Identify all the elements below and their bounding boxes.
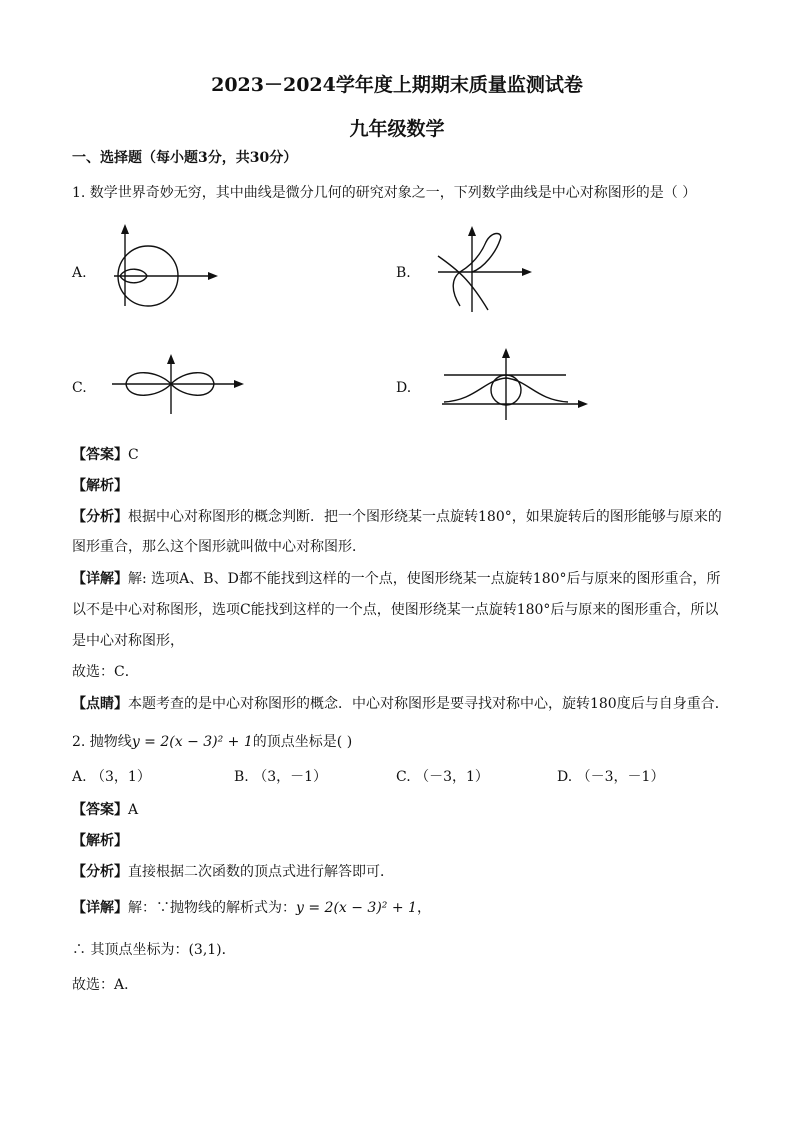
q1-option-a-label: A. (72, 265, 87, 281)
q2-conclusion: 故选：A． (72, 977, 139, 993)
q1-xiangjie-line3: 是中心对称图形， (72, 633, 184, 649)
fenxi-text: 直接根据二次函数的顶点式进行解答即可． (128, 864, 394, 880)
dianjing-text: 本题考查的是中心对称图形的概念．中心对称图形是要寻找对称中心，旋转180度后与自身重合． (128, 696, 729, 712)
q2-stem-pre: 2. 抛物线 (72, 734, 132, 750)
q1-option-d-label: D. (396, 380, 412, 396)
q1-option-b-label: B. (396, 265, 411, 281)
q1-dianjing (72, 694, 729, 714)
xiangjie-text: 解: 选项A、B、D都不能找到这样的一个点，使图形绕某一点旋转180°后与原来的图形重合，所 (128, 571, 721, 587)
exam-title: 2023－2024学年度上期期末质量监测试卷 (211, 74, 583, 96)
exam-subtitle: 九年级数学 (349, 118, 445, 140)
dianjing-tag: 【点睛】 (72, 696, 128, 712)
q1-fenxi-line1 (72, 507, 722, 527)
fenxi-tag: 【分析】 (72, 864, 128, 880)
q2-therefore (72, 940, 236, 960)
q1-option-c-figure (108, 350, 248, 416)
q1-option-c-label: C. (72, 380, 87, 396)
q2-option-a: A. （3，1） (72, 769, 151, 785)
xiangjie-post: ， (416, 900, 431, 916)
q1-option-b-figure (430, 222, 540, 314)
answer-value: A (128, 802, 139, 818)
q1-option-d-figure (436, 342, 592, 422)
fenxi-tag: 【分析】 (72, 509, 128, 525)
vertex-coordinate: (3,1) (188, 942, 222, 958)
q1-xiangjie-line1 (72, 569, 721, 589)
xiangjie-tag: 【详解】 (72, 900, 128, 916)
q1-conclusion: 故选：C． (72, 664, 139, 680)
q2-xiangjie (72, 898, 431, 918)
q2-fenxi (72, 862, 394, 882)
q2-stem (72, 732, 352, 752)
q2-option-c: C. （－3，1） (396, 769, 489, 785)
answer-tag: 【答案】 (72, 802, 128, 818)
q2-formula: y = 2(x − 3)² + 1 (131, 734, 253, 750)
q1-xiangjie-line2: 以不是中心对称图形，选项C能找到这样的一个点，使图形绕某一点旋转180°后与原来的图形重合，所以 (72, 602, 719, 618)
q2-option-b: B. （3，－1） (234, 769, 328, 785)
xiangjie-tag: 【详解】 (72, 571, 128, 587)
q1-fenxi-line2: 图形重合，那么这个图形就叫做中心对称图形． (72, 539, 366, 555)
q2-xiangjie-formula: y = 2(x − 3)² + 1 (296, 900, 417, 916)
q1-answer-row (72, 445, 139, 465)
answer-value: C (128, 447, 139, 463)
therefore-text: ∴ 其顶点坐标为： (72, 942, 189, 958)
q2-analysis-tag: 【解析】 (72, 833, 128, 849)
section-heading: 一、选择题（每小题3分，共30分） (72, 150, 298, 166)
answer-tag: 【答案】 (72, 447, 128, 463)
therefore-post: ． (221, 942, 236, 958)
q2-stem-post: 的顶点坐标是( ) (252, 734, 353, 750)
fenxi-text: 根据中心对称图形的概念判断．把一个图形绕某一点旋转180°，如果旋转后的图形能够与原来的 (128, 509, 722, 525)
xiangjie-text: 解：∵抛物线的解析式为： (128, 900, 296, 916)
q1-analysis-tag: 【解析】 (72, 478, 128, 494)
q2-option-d: D. （－3，－1） (557, 769, 665, 785)
q1-stem: 1. 数学世界奇妙无穷，其中曲线是微分几何的研究对象之一，下列数学曲线是中心对称图形的是（ ） (72, 185, 697, 201)
q2-answer-row (72, 800, 138, 820)
q1-option-a-figure (100, 222, 230, 312)
